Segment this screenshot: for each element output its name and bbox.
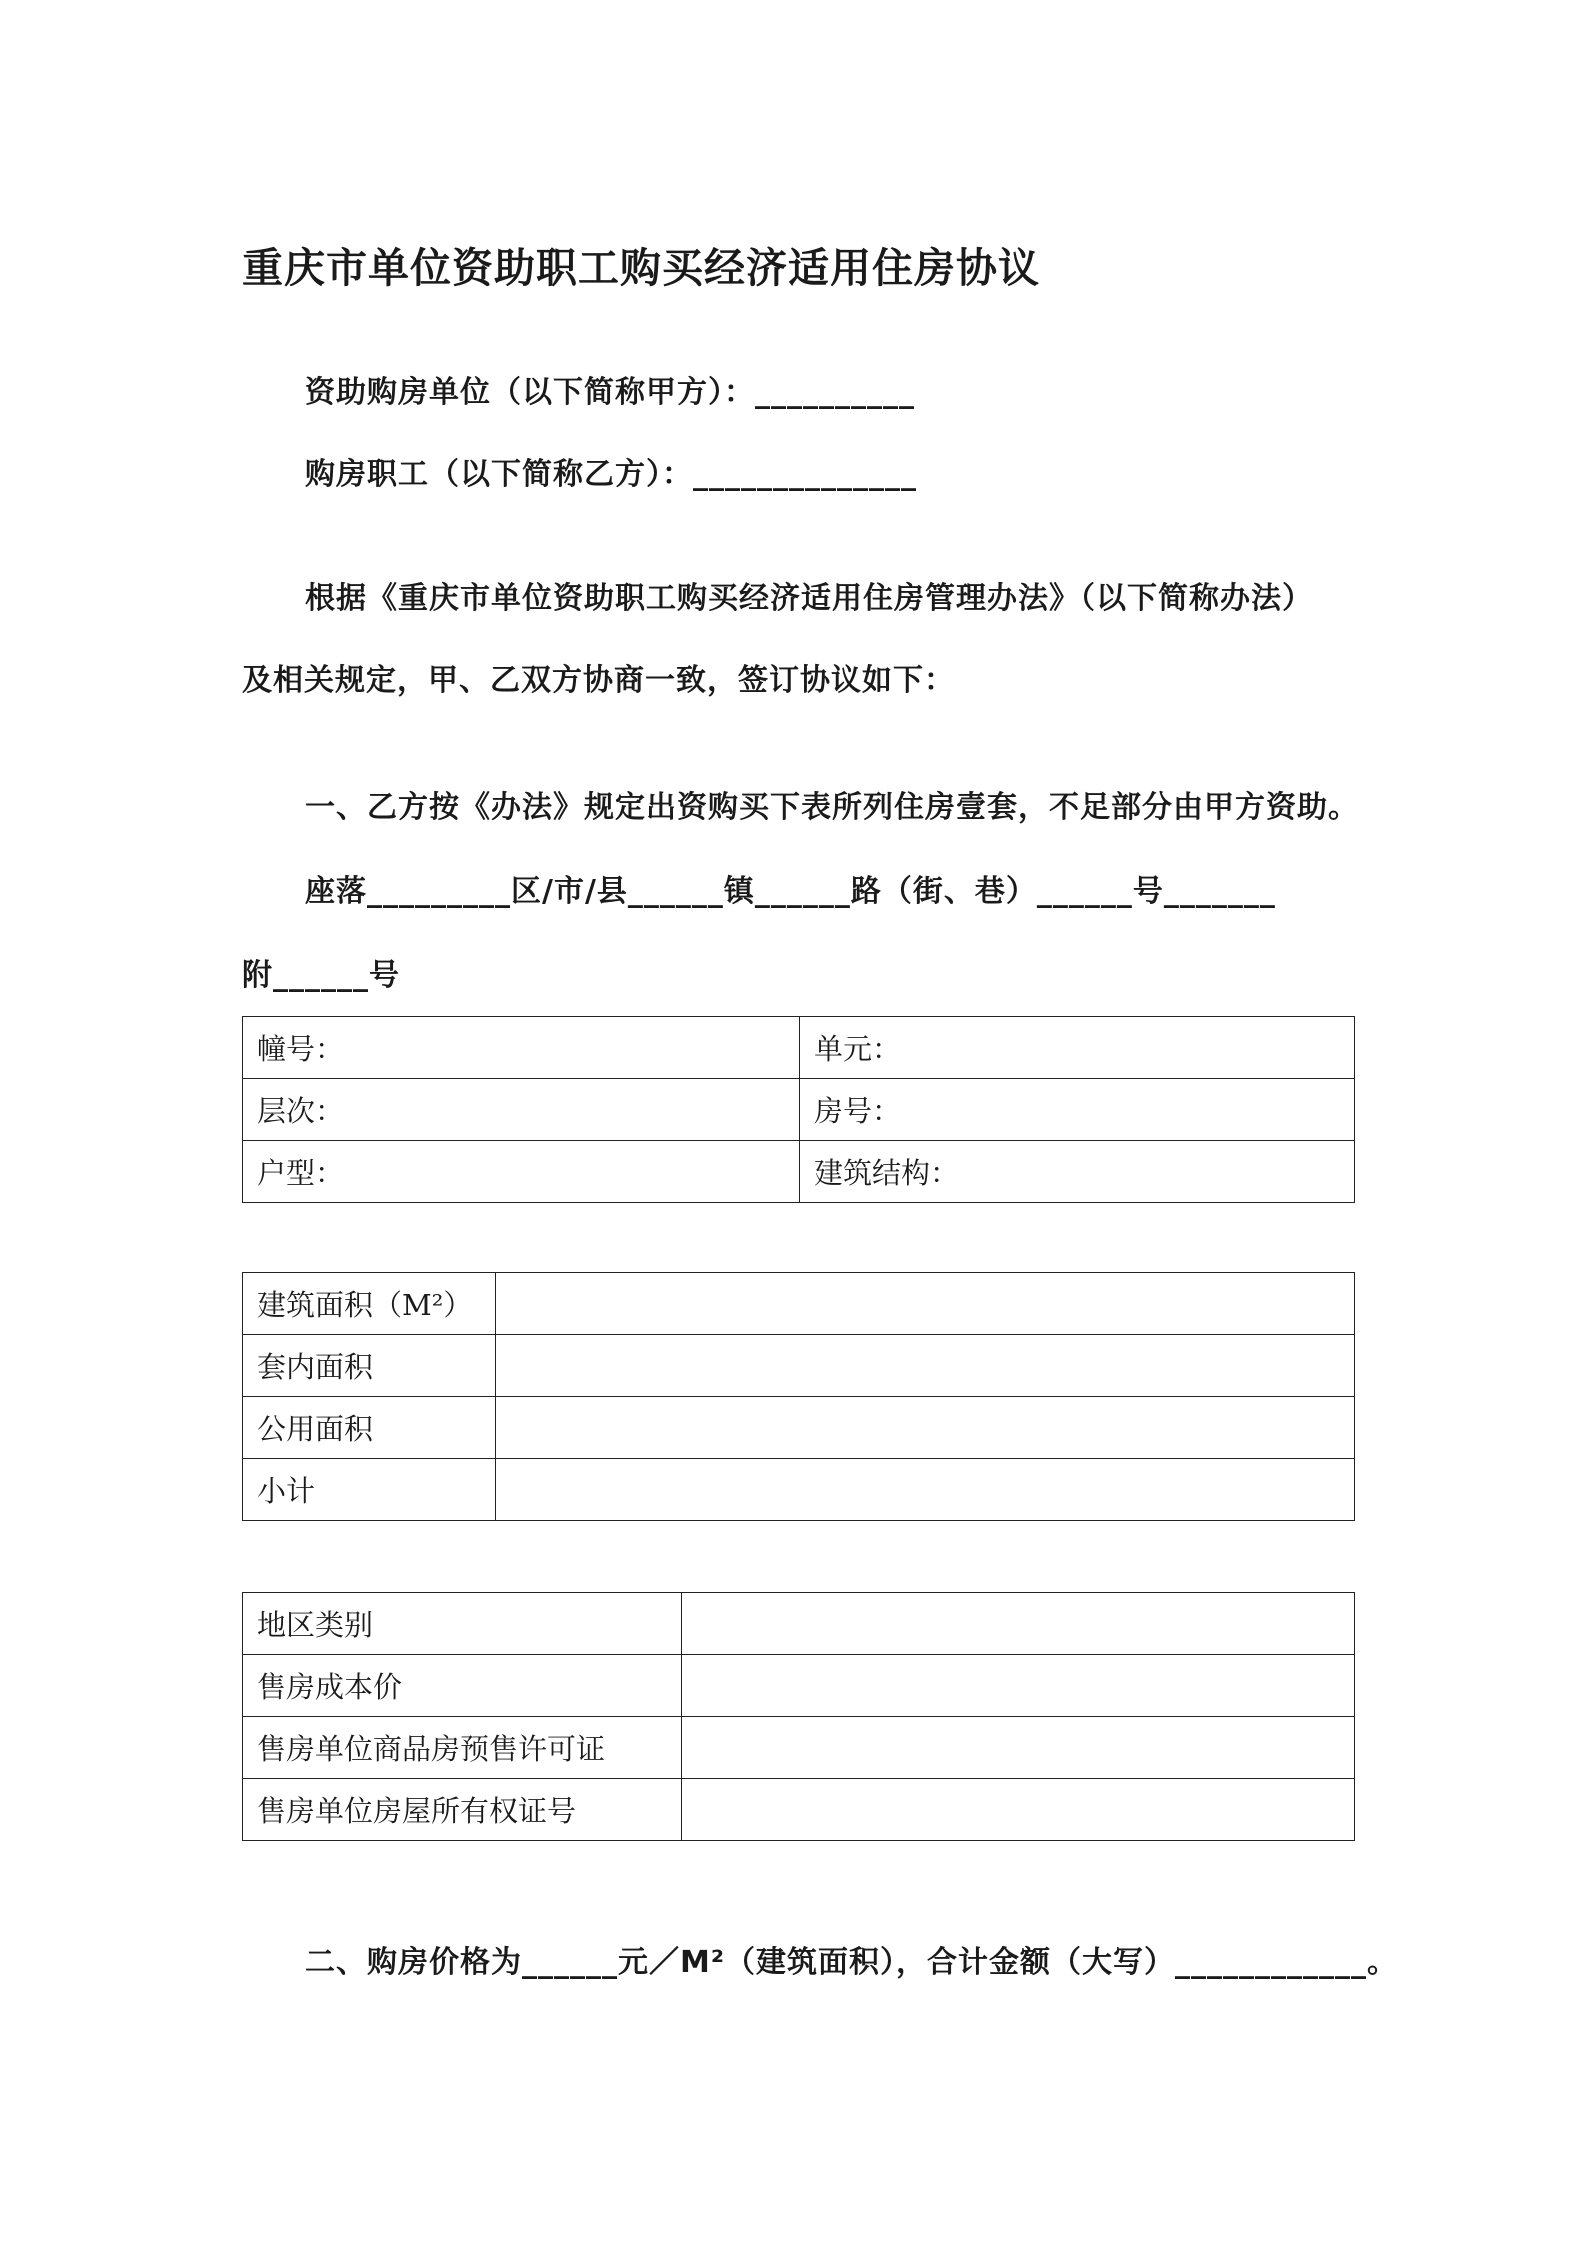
table-cell: 小计 (243, 1459, 496, 1521)
table-row (243, 1335, 1355, 1397)
table-row (243, 1017, 1355, 1079)
table-cell (682, 1779, 1355, 1841)
clause-1: 一、乙方按《办法》规定出资购买下表所列住房壹套，不足部分由甲方资助。 (305, 790, 1359, 825)
preamble-line-1: 根据《重庆市单位资助职工购买经济适用住房管理办法》（以下简称办法） (305, 581, 1313, 616)
table-cell (496, 1335, 1355, 1397)
table-row (243, 1593, 1355, 1655)
table-cell: 售房单位商品房预售许可证 (243, 1717, 682, 1779)
table-cell: 建筑结构： (800, 1141, 1355, 1203)
address-line-2: 附______号 (242, 958, 400, 993)
table-row (243, 1779, 1355, 1841)
table-cell (496, 1459, 1355, 1521)
table-cell: 户型： (243, 1141, 800, 1203)
party-b-line: 购房职工（以下简称乙方）：______________ (305, 457, 917, 492)
table-cell: 幢号： (243, 1017, 800, 1079)
table-row (243, 1141, 1355, 1203)
table-cell (496, 1273, 1355, 1335)
clause-2: 二、购房价格为______元／M²（建筑面积），合计金额（大写）____________。 (305, 1945, 1398, 1980)
table-row (243, 1459, 1355, 1521)
table-row (243, 1655, 1355, 1717)
table-cell: 建筑面积（M²） (243, 1273, 496, 1335)
table-cell: 单元： (800, 1017, 1355, 1079)
table-cell: 售房单位房屋所有权证号 (243, 1779, 682, 1841)
area-table (242, 1272, 1355, 1521)
table-cell: 售房成本价 (243, 1655, 682, 1717)
document-title: 重庆市单位资助职工购买经济适用住房协议 (242, 244, 1040, 292)
table-row (243, 1397, 1355, 1459)
table-row (243, 1079, 1355, 1141)
table-row (243, 1717, 1355, 1779)
table-row (243, 1273, 1355, 1335)
table-cell: 公用面积 (243, 1397, 496, 1459)
party-a-line: 资助购房单位（以下简称甲方）：__________ (305, 375, 915, 410)
table-cell (682, 1593, 1355, 1655)
table-cell (682, 1655, 1355, 1717)
table-cell: 套内面积 (243, 1335, 496, 1397)
table-cell (682, 1717, 1355, 1779)
house-info-table (242, 1016, 1355, 1203)
table-cell (496, 1397, 1355, 1459)
table-cell: 房号： (800, 1079, 1355, 1141)
table-cell: 地区类别 (243, 1593, 682, 1655)
address-line-1: 座落_________区/市/县______镇______路（街、巷）______号_______ (305, 874, 1276, 909)
table-cell: 层次： (243, 1079, 800, 1141)
price-table (242, 1592, 1355, 1841)
preamble-line-2: 及相关规定，甲、乙双方协商一致，签订协议如下： (242, 663, 955, 698)
